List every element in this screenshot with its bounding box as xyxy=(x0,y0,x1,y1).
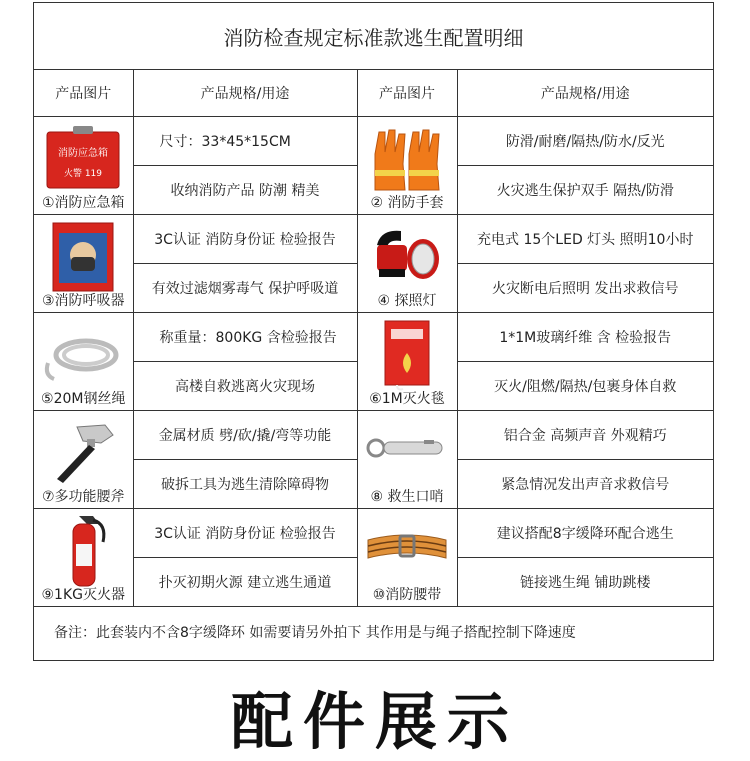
product-caption: ⑩消防腰带 xyxy=(372,587,442,603)
product-spec: 充电式 15个LED 灯头 照明10小时 xyxy=(457,215,713,264)
product-caption: ⑦多功能腰斧 xyxy=(41,489,125,505)
spec-table xyxy=(34,69,713,607)
product-spec: 建议搭配8字缓降环配合逃生 xyxy=(457,509,713,558)
svg-text:火警 119: 火警 119 xyxy=(64,168,103,179)
accessory-banner: 配件展示 xyxy=(230,685,519,758)
product-caption: ③消防呼吸器 xyxy=(41,293,125,309)
table-row xyxy=(34,411,713,460)
flashlight-icon xyxy=(367,225,447,289)
product-spec: 3C认证 消防身份证 检验报告 xyxy=(133,215,357,264)
product-caption: ② 消防手套 xyxy=(370,195,444,211)
product-spec: 3C认证 消防身份证 检验报告 xyxy=(133,509,357,558)
respirator-icon xyxy=(47,221,119,293)
product-spec: 有效过滤烟雾毒气 保护呼吸道 xyxy=(133,264,357,313)
table-row xyxy=(34,509,713,558)
axe-icon xyxy=(43,421,123,485)
product-spec: 防滑/耐磨/隔热/防水/反光 xyxy=(457,117,713,166)
table-row xyxy=(34,215,713,264)
extinguisher-icon xyxy=(53,512,113,588)
fire-blanket-icon xyxy=(377,319,437,391)
product-spec: 链接逃生绳 铺助跳楼 xyxy=(457,558,713,607)
product-spec: 称重量：800KG 含检验报告 xyxy=(133,313,357,362)
emergency-box-icon xyxy=(43,124,123,194)
product-spec: 1*1M玻璃纤维 含 检验报告 xyxy=(457,313,713,362)
product-spec: 尺寸：33*45*15CM xyxy=(133,117,357,166)
product-caption: ⑨1KG灭火器 xyxy=(41,587,125,603)
product-spec: 收纳消防产品 防潮 精美 xyxy=(133,166,357,215)
product-spec: 紧急情况发出声音求救信号 xyxy=(457,460,713,509)
product-image-cell xyxy=(357,215,457,313)
header-spec: 产品规格/用途 xyxy=(133,69,357,117)
table-row xyxy=(34,117,713,166)
product-caption: ①消防应急箱 xyxy=(41,195,125,211)
product-spec: 火灾断电后照明 发出求救信号 xyxy=(457,264,713,313)
table-header-row xyxy=(34,69,713,117)
svg-text:消防应急箱: 消防应急箱 xyxy=(58,147,109,159)
product-image-cell xyxy=(34,215,133,313)
product-spec: 灭火/阻燃/隔热/包裹身体自救 xyxy=(457,362,713,411)
product-image-cell xyxy=(357,509,457,607)
product-spec: 破拆工具为逃生清除障碍物 xyxy=(133,460,357,509)
product-image-cell xyxy=(357,313,457,411)
gloves-icon xyxy=(367,124,447,194)
table-row xyxy=(34,313,713,362)
spec-sheet xyxy=(33,2,714,661)
product-caption: ⑥1M灭火毯 xyxy=(369,391,445,407)
product-caption: ⑤20M钢丝绳 xyxy=(41,391,126,407)
product-image-cell xyxy=(357,411,457,509)
product-spec: 金属材质 劈/砍/撬/弯等功能 xyxy=(133,411,357,460)
product-spec: 铝合金 高频声音 外观精巧 xyxy=(457,411,713,460)
product-image-cell xyxy=(34,509,133,607)
product-image-cell xyxy=(34,411,133,509)
whistle-icon xyxy=(364,428,450,468)
product-caption: ④ 探照灯 xyxy=(377,293,437,309)
header-image: 产品图片 xyxy=(357,69,457,117)
rope-icon xyxy=(40,327,126,383)
product-image-cell xyxy=(34,117,133,215)
belt-icon xyxy=(364,526,450,572)
product-spec: 高楼自救逃离火灾现场 xyxy=(133,362,357,411)
product-image-cell xyxy=(34,313,133,411)
product-spec: 火灾逃生保护双手 隔热/防滑 xyxy=(457,166,713,215)
product-spec: 扑灭初期火源 建立逃生通道 xyxy=(133,558,357,607)
remark-note: 备注：此套装内不含8字缓降环 如需要请另外拍下 其作用是与绳子搭配控制下降速度 xyxy=(54,624,576,641)
product-image-cell xyxy=(357,117,457,215)
header-image: 产品图片 xyxy=(34,69,133,117)
sheet-title: 消防检查规定标准款逃生配置明细 xyxy=(34,3,713,70)
header-spec: 产品规格/用途 xyxy=(457,69,713,117)
product-caption: ⑧ 救生口哨 xyxy=(370,489,444,505)
